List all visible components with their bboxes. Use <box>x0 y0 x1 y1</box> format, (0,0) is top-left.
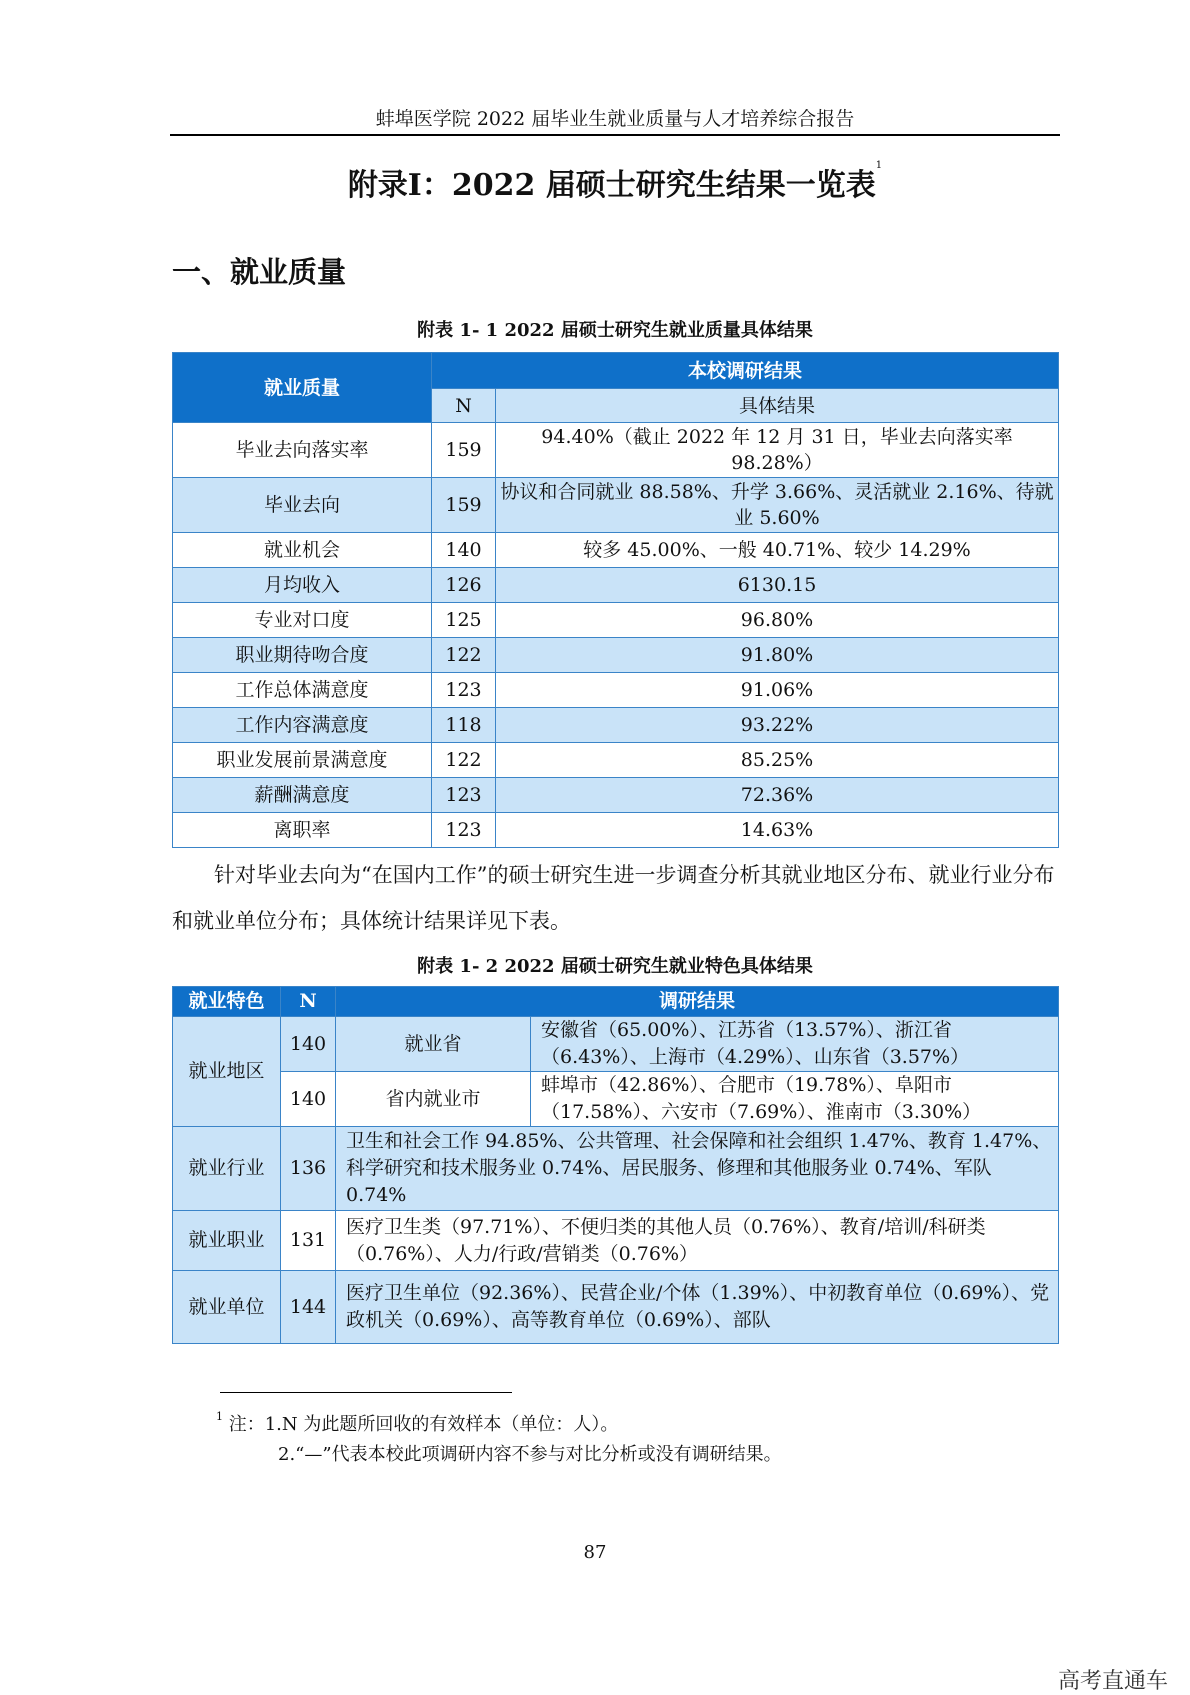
row-result: 14.63% <box>496 813 1059 848</box>
table-row <box>173 603 1059 638</box>
table-row <box>173 533 1059 568</box>
row-label: 工作总体满意度 <box>173 673 432 708</box>
row-label: 就业机会 <box>173 533 432 568</box>
industry-n: 136 <box>281 1127 336 1211</box>
row-n: 159 <box>432 478 496 533</box>
footnote-line-1 <box>216 1410 618 1436</box>
table-row <box>173 1072 1059 1127</box>
row-label: 薪酬满意度 <box>173 778 432 813</box>
row-result: 85.25% <box>496 743 1059 778</box>
title-footnote-mark: 1 <box>875 160 883 171</box>
running-header: 蚌埠医学院 2022 届毕业生就业质量与人才培养综合报告 <box>375 108 855 130</box>
row-label: 专业对口度 <box>173 603 432 638</box>
city-label: 省内就业市 <box>336 1072 531 1127</box>
province-label: 就业省 <box>336 1017 531 1072</box>
table-row <box>173 1127 1059 1211</box>
page-number: 87 <box>583 1542 607 1563</box>
table-row <box>173 813 1059 848</box>
body-paragraph: 针对毕业去向为“在国内工作”的硕士研究生进一步调查分析其就业地区分布、就业行业分布和就业单位分布；具体统计结果详见下表。 <box>172 863 1055 933</box>
row-n: 126 <box>432 568 496 603</box>
row-result: 91.80% <box>496 638 1059 673</box>
row-label: 月均收入 <box>173 568 432 603</box>
occupation-n: 131 <box>281 1211 336 1271</box>
section-heading: 一、就业质量 <box>172 255 347 289</box>
table2-header-n: N <box>281 987 336 1017</box>
row-n: 122 <box>432 638 496 673</box>
industry-result: 卫生和社会工作 94.85%、公共管理、社会保障和社会组织 1.47%、教育 1.47%、科学研究和技术服务业 0.74%、居民服务、修理和其他服务业 0.74%、军队 0.74% <box>336 1127 1059 1211</box>
row-result: 93.22% <box>496 708 1059 743</box>
industry-label: 就业行业 <box>173 1127 281 1211</box>
row-result: 91.06% <box>496 673 1059 708</box>
footnote-mark: 1 <box>216 1410 223 1423</box>
row-label: 职业发展前景满意度 <box>173 743 432 778</box>
row-n: 123 <box>432 813 496 848</box>
employment-quality-table <box>172 352 1059 848</box>
row-n: 118 <box>432 708 496 743</box>
occupation-label: 就业职业 <box>173 1211 281 1271</box>
unit-n: 144 <box>281 1271 336 1344</box>
row-label: 毕业去向 <box>173 478 432 533</box>
city-n: 140 <box>281 1072 336 1127</box>
row-result: 6130.15 <box>496 568 1059 603</box>
page-title <box>170 160 1060 204</box>
province-n: 140 <box>281 1017 336 1072</box>
table-row <box>173 1211 1059 1271</box>
employment-features-table <box>172 986 1059 1344</box>
row-result: 94.40%（截止 2022 年 12 月 31 日，毕业去向落实率 98.28%） <box>496 423 1059 478</box>
row-n: 122 <box>432 743 496 778</box>
footnote-text-1: 注：1.N 为此题所回收的有效样本（单位：人）。 <box>228 1414 619 1435</box>
row-result: 72.36% <box>496 778 1059 813</box>
table1-header-n: N <box>432 389 496 423</box>
province-result: 安徽省（65.00%）、江苏省（13.57%）、浙江省（6.43%）、上海市（4.29%）、山东省（3.57%） <box>531 1017 1059 1072</box>
row-n: 159 <box>432 423 496 478</box>
table-row <box>173 423 1059 478</box>
row-label: 工作内容满意度 <box>173 708 432 743</box>
table-row <box>173 1271 1059 1344</box>
footnote-line-2: 2.“—”代表本校此项调研内容不参与对比分析或没有调研结果。 <box>278 1444 782 1465</box>
table-row <box>173 708 1059 743</box>
row-result: 协议和合同就业 88.58%、升学 3.66%、灵活就业 2.16%、待就业 5.60% <box>496 478 1059 533</box>
table2-header-result: 调研结果 <box>336 987 1059 1017</box>
table-row <box>173 638 1059 673</box>
row-n: 125 <box>432 603 496 638</box>
table-row <box>173 478 1059 533</box>
table1-header-result: 具体结果 <box>496 389 1059 423</box>
watermark: 高考直通车 <box>1057 1669 1168 1694</box>
page-title-text: 附录Ⅰ：2022 届硕士研究生结果一览表 <box>347 168 876 203</box>
table-row <box>173 673 1059 708</box>
table-row <box>173 743 1059 778</box>
table-row <box>173 568 1059 603</box>
row-result: 较多 45.00%、一般 40.71%、较少 14.29% <box>496 533 1059 568</box>
unit-label: 就业单位 <box>173 1271 281 1344</box>
row-n: 123 <box>432 778 496 813</box>
row-label: 职业期待吻合度 <box>173 638 432 673</box>
table1-header-quality: 就业质量 <box>173 353 432 423</box>
table1-header-group: 本校调研结果 <box>432 353 1059 389</box>
header-rule <box>170 134 1060 136</box>
table-row <box>173 1017 1059 1072</box>
row-label: 离职率 <box>173 813 432 848</box>
row-label: 毕业去向落实率 <box>173 423 432 478</box>
footnote-rule <box>220 1392 512 1393</box>
table1-caption: 附表 1- 1 2022 届硕士研究生就业质量具体结果 <box>417 320 813 341</box>
table2-caption: 附表 1- 2 2022 届硕士研究生就业特色具体结果 <box>417 956 813 977</box>
table-row <box>173 778 1059 813</box>
row-n: 123 <box>432 673 496 708</box>
unit-result: 医疗卫生单位（92.36%）、民营企业/个体（1.39%）、中初教育单位（0.69%）、党政机关（0.69%）、高等教育单位（0.69%）、部队 <box>336 1271 1059 1344</box>
occupation-result: 医疗卫生类（97.71%）、不便归类的其他人员（0.76%）、教育/培训/科研类（0.76%）、人力/行政/营销类（0.76%） <box>336 1211 1059 1271</box>
region-label: 就业地区 <box>173 1017 281 1127</box>
row-result: 96.80% <box>496 603 1059 638</box>
city-result: 蚌埠市（42.86%）、合肥市（19.78%）、阜阳市（17.58%）、六安市（7.69%）、淮南市（3.30%） <box>531 1072 1059 1127</box>
table2-header-feature: 就业特色 <box>173 987 281 1017</box>
row-n: 140 <box>432 533 496 568</box>
